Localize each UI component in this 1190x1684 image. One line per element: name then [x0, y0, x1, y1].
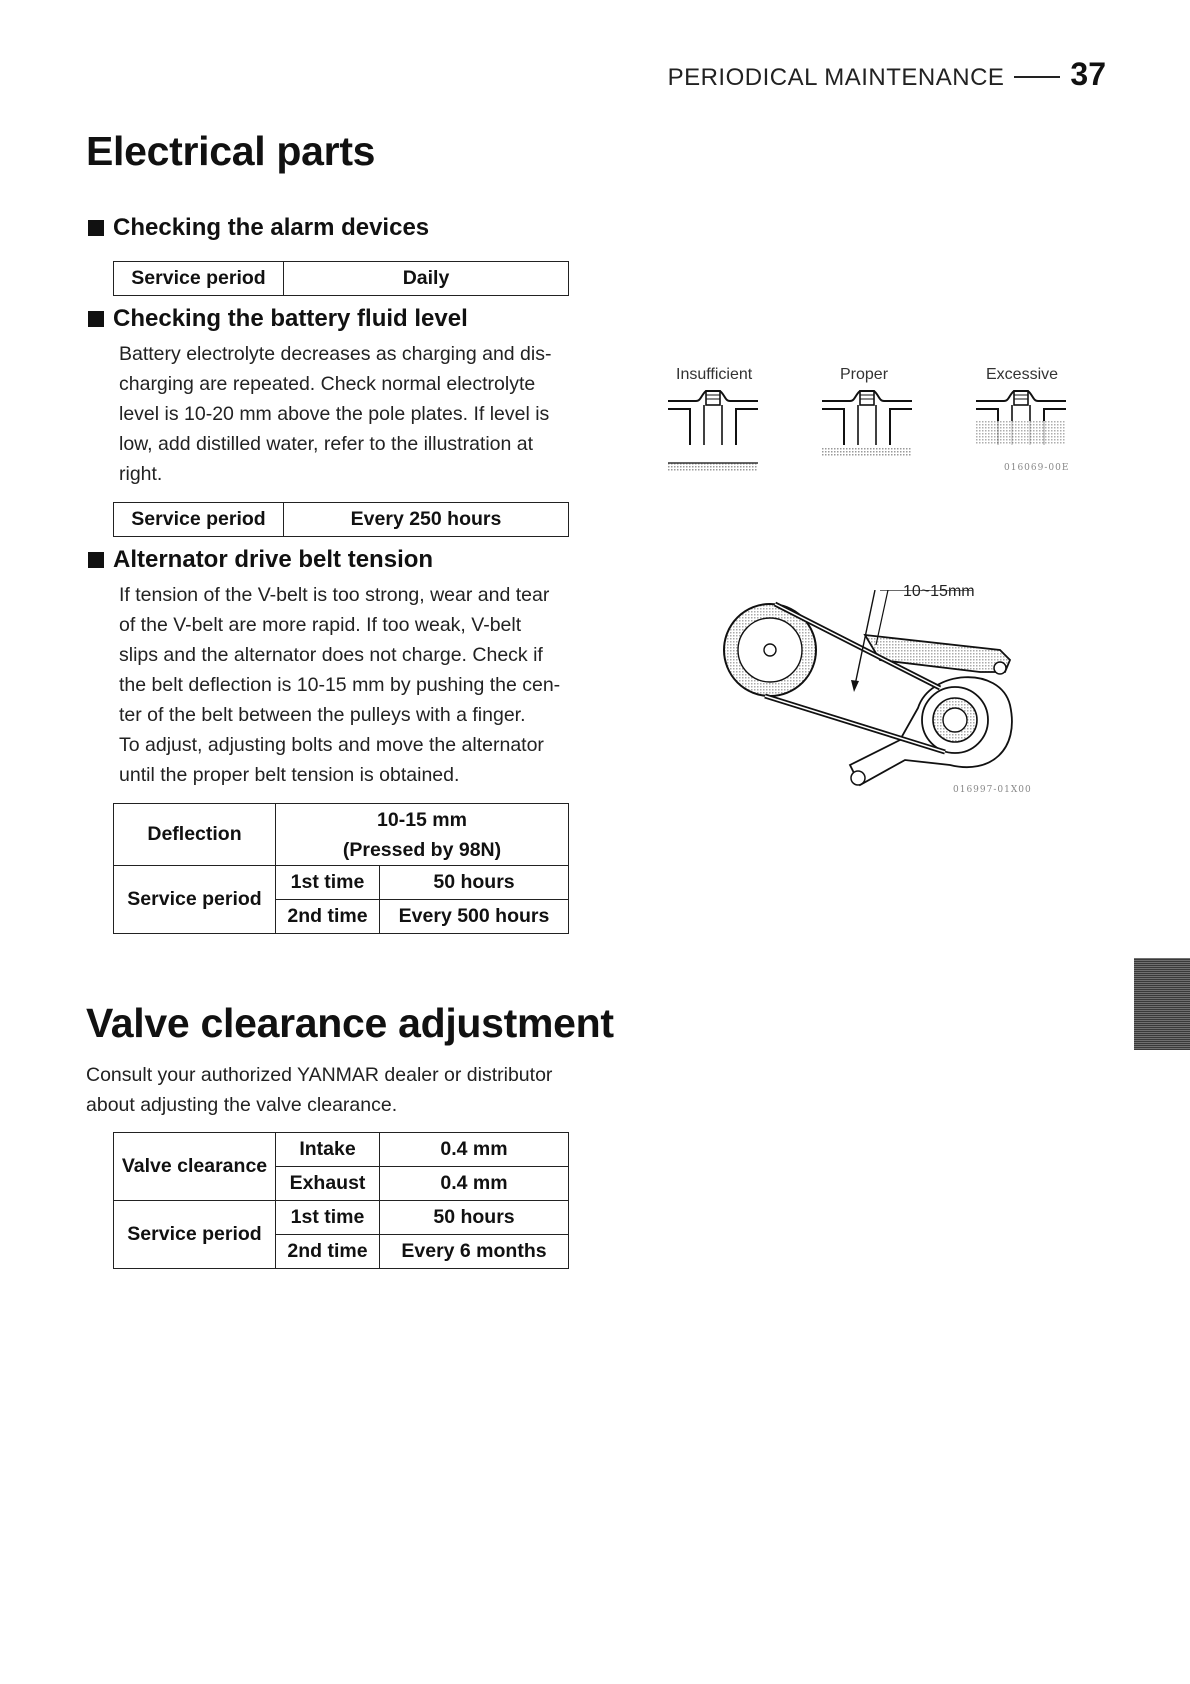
- header-rule: [1014, 76, 1060, 78]
- text-line: right.: [119, 463, 163, 485]
- belt-service-label: Service period: [114, 866, 276, 934]
- deflection-value-line: 10-15 mm: [377, 808, 467, 831]
- belt-tension-diagram: [700, 590, 1040, 805]
- valve-second-time-value: Every 6 months: [380, 1235, 569, 1269]
- alarm-devices-heading: [88, 214, 429, 242]
- insufficient-label: Insufficient: [676, 366, 753, 383]
- text-line: charging are repeated. Check normal electrolyte: [119, 373, 536, 395]
- page-number: 37: [1070, 56, 1106, 92]
- text-line: Consult your authorized YANMAR dealer or distributor: [86, 1064, 553, 1086]
- text-line: To adjust, adjusting bolts and move the alternator: [119, 734, 544, 756]
- intake-label: Intake: [276, 1133, 380, 1167]
- proper-label: Proper: [840, 366, 889, 383]
- valve-clearance-title: Valve clearance adjustment: [86, 1000, 614, 1046]
- valve-clearance-label: Valve clearance: [114, 1133, 276, 1201]
- running-header: [668, 56, 1106, 93]
- text-line: the belt deflection is 10-15 mm by pushing the cen-: [119, 674, 561, 696]
- bullet-square-icon: [88, 552, 104, 568]
- deflection-value-line: (Pressed by 98N): [342, 838, 502, 861]
- belt-figure-code: 016997-01X00: [953, 785, 1032, 795]
- belt-first-time-value: 50 hours: [380, 866, 569, 900]
- exhaust-value: 0.4 mm: [380, 1167, 569, 1201]
- text-line: If tension of the V-belt is too strong, wear and tear: [119, 584, 550, 606]
- valve-clearance-text: [86, 1060, 606, 1120]
- header-section-title: PERIODICAL MAINTENANCE: [667, 64, 1005, 91]
- text-line: about adjusting the valve clearance.: [86, 1094, 398, 1116]
- battery-fluid-text: [119, 339, 579, 489]
- deflection-value: [276, 804, 569, 866]
- belt-first-time-label: 1st time: [276, 866, 380, 900]
- alarm-service-value: Daily: [284, 262, 569, 296]
- text-line: slips and the alternator does not charge. Check if: [119, 644, 543, 666]
- intake-value: 0.4 mm: [380, 1133, 569, 1167]
- text-line: until the proper belt tension is obtained.: [119, 764, 460, 786]
- valve-first-time-value: 50 hours: [380, 1201, 569, 1235]
- alternator-belt-text: [119, 580, 589, 790]
- battery-service-table: [113, 502, 569, 537]
- alarm-devices-heading-text: Checking the alarm devices: [113, 214, 430, 241]
- battery-figure-code: 016069-00E: [1004, 463, 1070, 473]
- text-line: of the V-belt are more rapid. If too weak, V-belt: [119, 614, 522, 636]
- battery-fluid-heading: [88, 305, 468, 333]
- valve-second-time-label: 2nd time: [276, 1235, 380, 1269]
- text-line: level is 10-20 mm above the pole plates. If level is: [119, 403, 550, 425]
- battery-service-value: Every 250 hours: [284, 503, 569, 537]
- text-line: ter of the belt between the pulleys with a finger.: [119, 704, 526, 726]
- chapter-thumb-tab: [1134, 958, 1190, 1050]
- belt-second-time-label: 2nd time: [276, 900, 380, 934]
- belt-second-time-value: Every 500 hours: [380, 900, 569, 934]
- alarm-service-label: Service period: [114, 262, 284, 296]
- valve-first-time-label: 1st time: [276, 1201, 380, 1235]
- battery-fluid-heading-text: Checking the battery fluid level: [113, 305, 468, 332]
- deflection-label: Deflection: [114, 804, 276, 866]
- text-line: Battery electrolyte decreases as charging and dis-: [119, 343, 552, 365]
- bullet-square-icon: [88, 220, 104, 236]
- valve-clearance-table: [113, 1132, 569, 1269]
- text-line: low, add distilled water, refer to the illustration at: [119, 433, 534, 455]
- belt-tension-table: [113, 803, 569, 934]
- alternator-belt-heading-text: Alternator drive belt tension: [113, 546, 434, 573]
- excessive-label: Excessive: [986, 366, 1059, 383]
- alternator-belt-heading: [88, 546, 433, 574]
- battery-service-label: Service period: [114, 503, 284, 537]
- valve-service-label: Service period: [114, 1201, 276, 1269]
- electrical-parts-title: Electrical parts: [86, 128, 376, 174]
- bullet-square-icon: [88, 311, 104, 327]
- alarm-service-table: [113, 261, 569, 296]
- exhaust-label: Exhaust: [276, 1167, 380, 1201]
- belt-dimension-label: 10~15mm: [903, 583, 975, 600]
